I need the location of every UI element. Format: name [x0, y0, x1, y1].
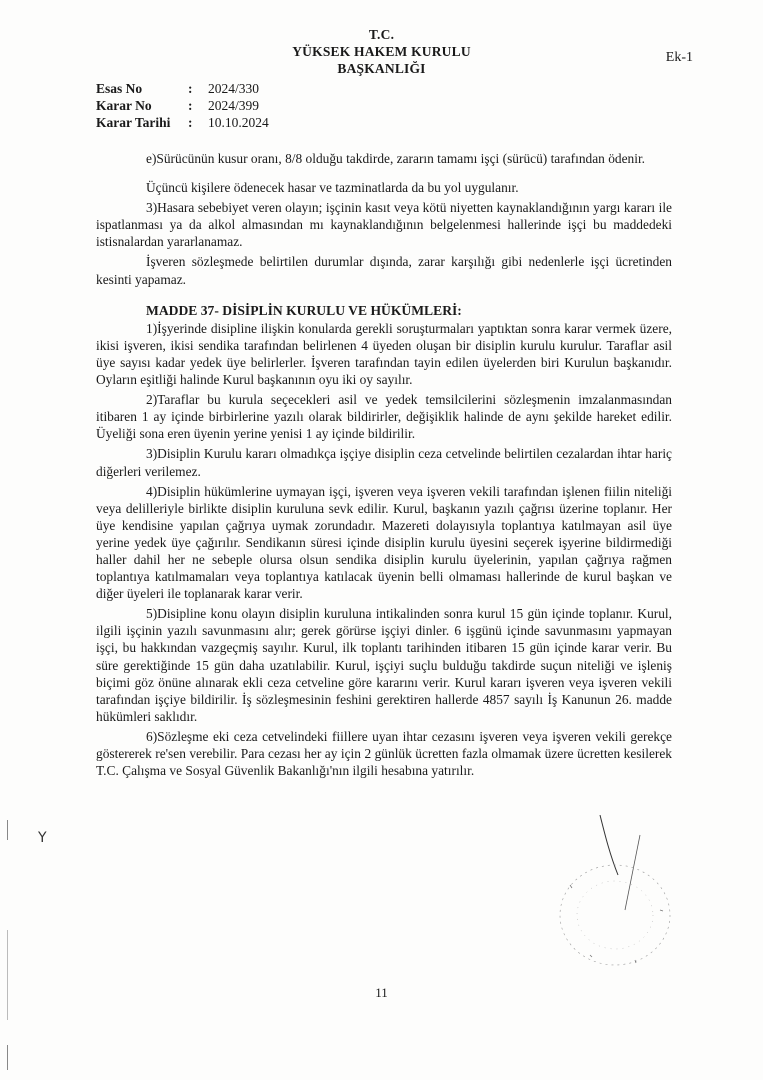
article-37-clause-5: 5)Disipline konu olayın disiplin kuruluna intikalinden sonra kurul 15 gün içinde toplanır. Kurul, ilgili işçinin yazılı savunmasını alır; gerek görürse işçiyi dinler. 6 işgünü içinde savunmasını yapmayan işçi, bu hakkından vazgeçmiş sayılır. Kurul, ilk toplantı tarihinden itibaren 15 gün içinde karar verir. Bu süre gerektiğinde 15 gün daha uzatılabilir. Kurul, işçiyi suçlu bulduğu takdirde suçun niteliği ve işleniş biçimi göz önüne alınarak ekli ceza cetveline göre kararını verir. Kurul kararı işveren veya işveren vekili tarafından işçiye bildirilir. İş sözleşmesinin feshini gerektiren hallerde 4857 sayılı İş Kanunun 26. madde hükümleri saklıdır.	[96, 606, 672, 724]
faint-seal-stamp	[540, 815, 680, 985]
paragraph-e: e)Sürücünün kusur oranı, 8/8 olduğu takdirde, zararın tamamı işçi (sürücü) tarafından ödenir.	[146, 151, 646, 166]
paragraph-third-parties: Üçüncü kişilere ödenecek hasar ve tazminatlarda da bu yol uygulanır.	[146, 180, 519, 196]
paragraph-3: 3)Hasara sebebiyet veren olayın; işçinin kasıt veya kötü niyetten kaynaklandığının yargı kararı ile ispatlanması ya da alkol almasından mı kaynaklandığının belgelenmesi hallerinde işçi bu maddedeki istisnalardan yararlanamaz.	[96, 200, 672, 250]
meta-value: 2024/399	[208, 98, 260, 113]
meta-colon: :	[188, 98, 193, 113]
article-37-clause-1: 1)İşyerinde disipline ilişkin konularda gerekli soruşturmaları yaptıktan sonra karar vermek üzere, ikisi işveren, ikisi sendika tarafından belirlenen 4 üyeden oluşan bir disiplin kurulu kurulur. Taraflar asil üye sayısı kadar yedek üye belirlerler. İşveren tarafından tayin edilen üyelerden biri Kurulun başkanıdır. Oyların eşitliği halinde Kurul başkanının oyu iki oy sayılır.	[96, 320, 672, 388]
document-body	[96, 150, 672, 782]
meta-row-karar	[96, 97, 269, 114]
meta-row-karar-tarihi	[96, 114, 269, 131]
header-country: T.C.	[368, 27, 395, 42]
article-37-clause-4: 4)Disiplin hükümlerine uymayan işçi, işveren veya işveren vekili tarafından işlenen fiilin niteliği veya delilleriyle birlikte disiplin kuruluna sevk edilir. Kurul, başkanın yazılı çağrısı üzerine toplanır. Her üye kendisine yapılan çağrıya uymak zorundadır. Mazereti dolayısıyla toplantıya katılmayan asil üye yerine yedek üye çağırılır. Sendikanın süresi içinde disiplin kurulu üyesini seçerek işyerine bildirmediği haller dahil her ne sebeple olursa olsun sendika disiplin kurulu üyelerinin, yapılan çağrıya rağmen toplantıya katılmamaları veya toplantıya katılacak üyenin belli olmaması hallerinde de kurul başkan ve diğer üyeleri ile toplanarak karar verir.	[96, 483, 672, 602]
document-header	[0, 26, 763, 77]
meta-value: 2024/330	[208, 81, 260, 96]
scan-edge-mark	[7, 820, 8, 840]
annex-label: Ek-1	[665, 50, 693, 65]
scan-edge-mark	[7, 1045, 8, 1070]
meta-key: Karar No	[96, 98, 152, 113]
meta-row-esas	[96, 80, 269, 97]
case-metadata	[96, 80, 269, 131]
header-department: BAŞKANLIĞI	[337, 61, 426, 76]
margin-handwritten-mark: Y	[38, 830, 47, 846]
meta-colon: :	[188, 115, 193, 130]
article-37-title: MADDE 37- DİSİPLİN KURULU VE HÜKÜMLERİ:	[146, 302, 462, 318]
meta-colon: :	[188, 81, 193, 96]
page-number: 11	[375, 985, 388, 1000]
article-37-clause-6: 6)Sözleşme eki ceza cetvelindeki fiillere uyan ihtar cezasını işveren veya işveren vekili gerekçe göstererek re'sen verebilir. Para cezası her ay için 2 günlük ücretten fazla olmamak üzere ücretten kesilerek T.C. Çalışma ve Sosyal Güvenlik Bakanlığı'nın ilgili hesabına yatırılır.	[96, 728, 672, 779]
article-37-clause-3: 3)Disiplin Kurulu kararı olmadıkça işçiye disiplin ceza cetvelinde belirtilen cezalardan ihtar hariç diğerleri verilemez.	[96, 446, 672, 479]
scan-edge-mark	[7, 930, 8, 1020]
meta-key: Karar Tarihi	[96, 115, 171, 130]
paragraph-employer-deduction: İşveren sözleşmede belirtilen durumlar dışında, zarar karşılığı gibi nedenlerle işçi ücretinden kesinti yapamaz.	[96, 254, 672, 287]
meta-value: 10.10.2024	[208, 115, 269, 130]
meta-key: Esas No	[96, 81, 143, 96]
header-institution: YÜKSEK HAKEM KURULU	[292, 44, 471, 59]
article-37-clause-2: 2)Taraflar bu kurula seçecekleri asil ve yedek temsilcilerini sözleşmenin imzalanmasından itibaren 1 ay içinde birbirlerine yazılı olarak bildirirler, değişiklik halinde de aynı şekilde hareket edilir. Üyeliği sona eren üyenin yerine yenisi 1 ay içinde bildirilir.	[96, 392, 672, 442]
